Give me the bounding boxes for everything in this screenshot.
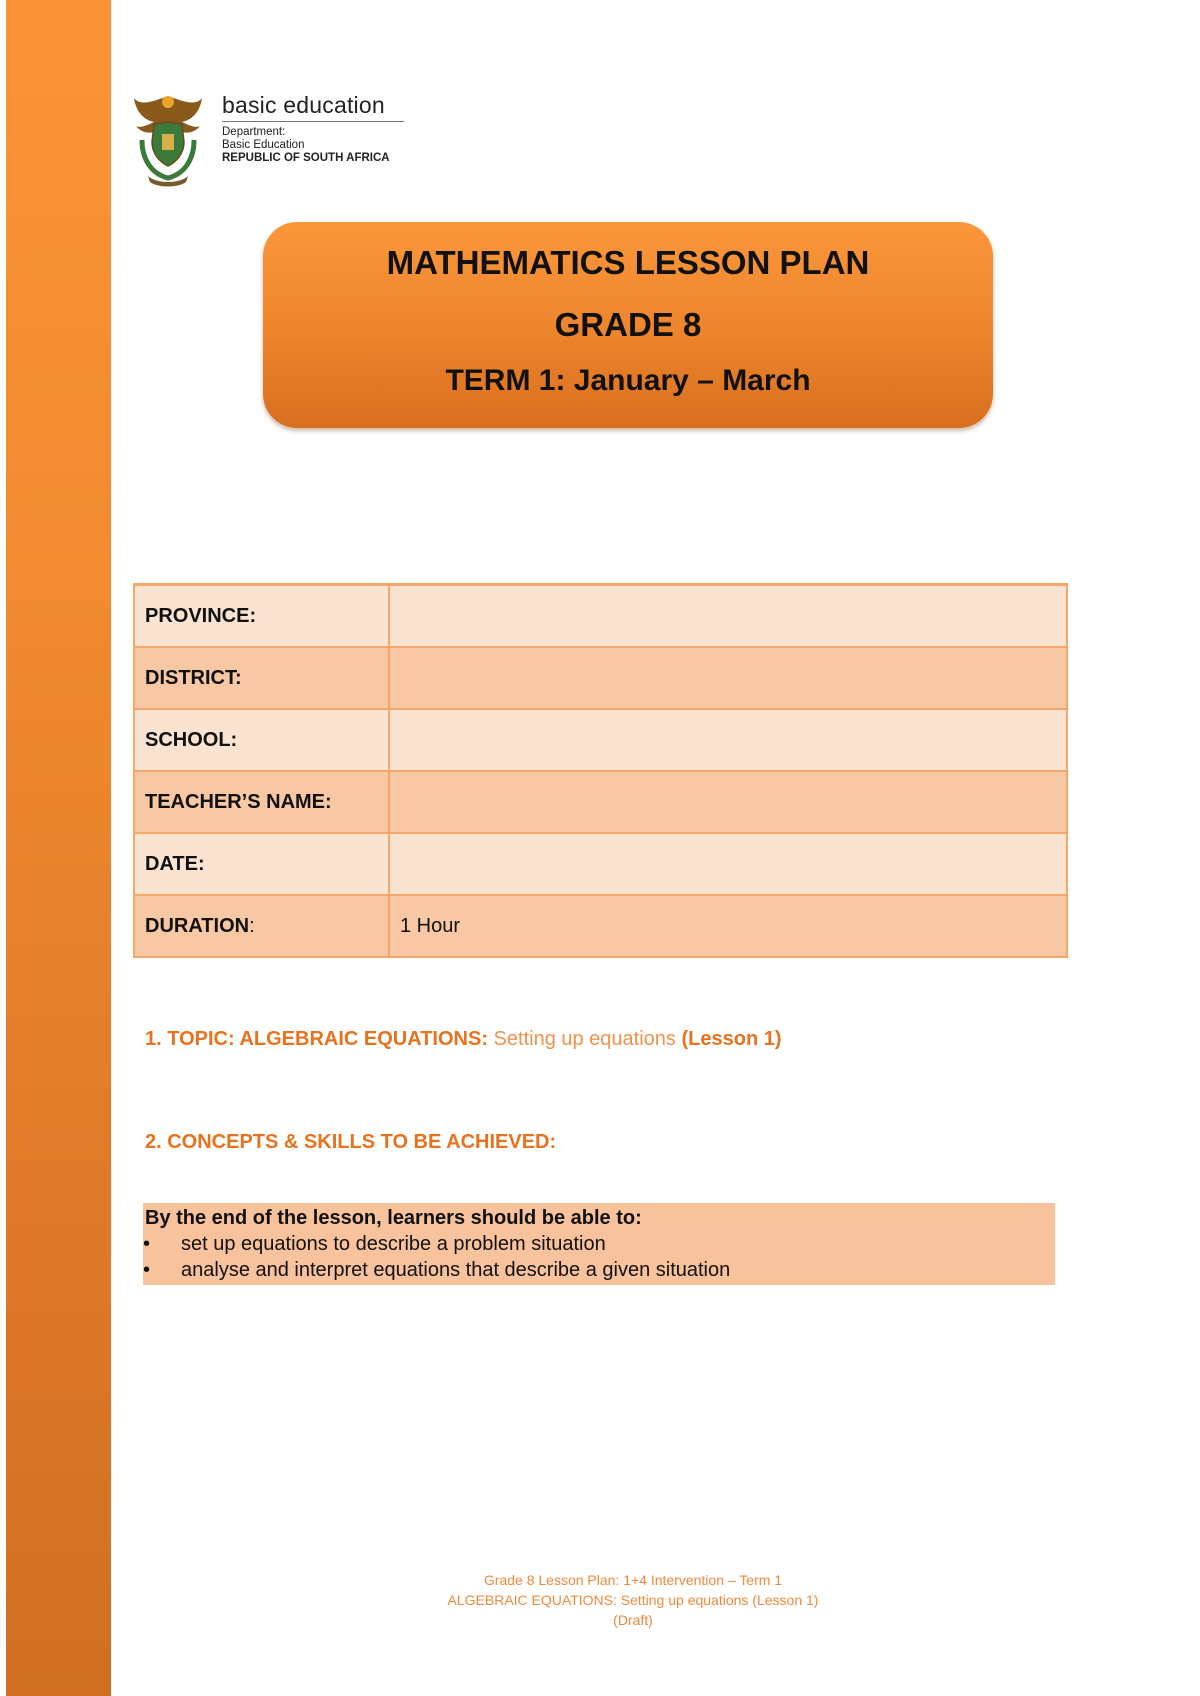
table-row [134, 647, 1067, 709]
date-label: DATE: [134, 833, 389, 895]
document-title: MATHEMATICS LESSON PLAN [386, 244, 870, 281]
bullet-icon: • [143, 1233, 151, 1255]
topic-lesson: (Lesson 1) [681, 1028, 782, 1050]
footer-line-2: ALGEBRAIC EQUATIONS: Setting up equations (Lesson 1) [447, 1592, 819, 1608]
coat-of-arms-icon [132, 92, 204, 190]
info-table [133, 583, 1068, 958]
table-row [134, 771, 1067, 833]
orange-sidebar [6, 0, 111, 1696]
title-banner [263, 222, 993, 428]
district-value[interactable] [389, 647, 1067, 709]
table-row [134, 585, 1067, 648]
duration-value[interactable]: 1 Hour [389, 895, 1067, 957]
topic-prefix: 1. TOPIC: ALGEBRAIC EQUATIONS: [145, 1028, 488, 1050]
school-value[interactable] [389, 709, 1067, 771]
teacher-name-value[interactable] [389, 771, 1067, 833]
table-row [134, 833, 1067, 895]
duration-label-colon: : [249, 914, 255, 937]
concepts-heading: 2. CONCEPTS & SKILLS TO BE ACHIEVED: [145, 1131, 557, 1153]
logo-line-department: Department: [222, 126, 286, 138]
outcomes-heading: By the end of the lesson, learners should be able to: [145, 1207, 642, 1229]
province-value[interactable] [389, 585, 1067, 648]
table-row [134, 895, 1067, 957]
list-item [143, 1257, 1055, 1283]
district-label: DISTRICT: [134, 647, 389, 709]
logo-title: basic education [222, 92, 404, 122]
footer-line-1: Grade 8 Lesson Plan: 1+4 Intervention – Term 1 [483, 1572, 783, 1588]
list-item [143, 1231, 1055, 1257]
term-label: TERM 1: January – March [445, 364, 811, 397]
footer-line-3: (Draft) [613, 1612, 653, 1628]
outcomes-list [143, 1231, 1055, 1283]
teacher-name-label: TEACHER’S NAME: [134, 771, 389, 833]
date-value[interactable] [389, 833, 1067, 895]
outcome-text: set up equations to describe a problem situation [181, 1233, 606, 1255]
logo-line-basic-education: Basic Education [222, 139, 305, 151]
duration-label-cell [134, 895, 389, 957]
province-label: PROVINCE: [134, 585, 389, 648]
department-logo [132, 92, 412, 192]
logo-line-republic: REPUBLIC OF SOUTH AFRICA [222, 152, 390, 164]
grade-label: GRADE 8 [554, 306, 702, 343]
school-label: SCHOOL: [134, 709, 389, 771]
table-row [134, 709, 1067, 771]
outcome-text: analyse and interpret equations that describe a given situation [181, 1259, 731, 1281]
topic-heading [145, 1028, 782, 1051]
topic-subject: Setting up equations [493, 1028, 676, 1050]
learning-outcomes-box [143, 1203, 1055, 1285]
page-footer [333, 1570, 933, 1630]
bullet-icon: • [143, 1259, 151, 1281]
duration-label: DURATION [145, 914, 250, 937]
